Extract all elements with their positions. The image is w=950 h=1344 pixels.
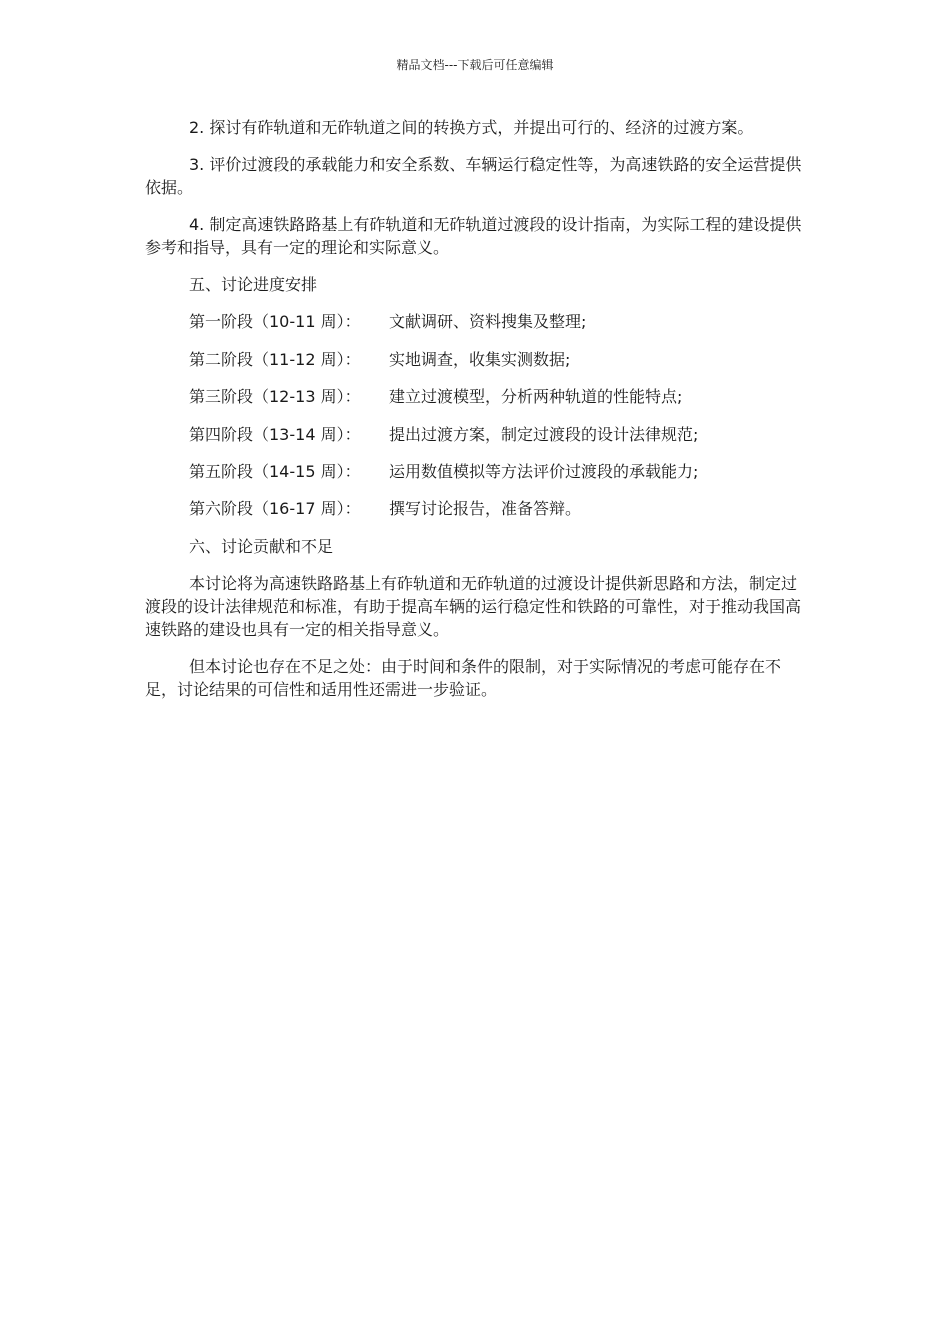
stage-task: 撰写讨论报告，准备答辩。 (389, 499, 582, 519)
stage-phase: 第一阶段（10-11 周）： (189, 312, 361, 332)
stage-phase: 第二阶段（11-12 周）： (189, 349, 361, 369)
stage-task: 提出过渡方案，制定过渡段的设计法律规范; (389, 424, 699, 444)
objective-paragraph-4: 4. 制定高速铁路路基上有砟轨道和无砟轨道过渡段的设计指南，为实际工程的建设提供参考和指导，具有一定的理论和实际意义。 (145, 215, 802, 257)
document-body (145, 116, 810, 715)
stage-task: 建立过渡模型，分析两种轨道的性能特点; (389, 387, 683, 407)
schedule-stage (145, 348, 810, 371)
stage-phase: 第六阶段（16-17 周）： (189, 499, 361, 519)
stage-phase: 第三阶段（12-13 周）： (189, 387, 361, 407)
section-heading-contribution: 六、讨论贡献和不足 (189, 536, 334, 556)
stage-phase: 第四阶段（13-14 周）： (189, 424, 361, 444)
objective-paragraph-3: 3. 评价过渡段的承载能力和安全系数、车辆运行稳定性等，为高速铁路的安全运营提供依据。 (145, 155, 802, 197)
objective-paragraph-2: 2. 探讨有砟轨道和无砟轨道之间的转换方式，并提出可行的、经济的过渡方案。 (189, 118, 754, 137)
section-heading-schedule: 五、讨论进度安排 (189, 275, 318, 294)
contribution-paragraph: 本讨论将为高速铁路路基上有砟轨道和无砟轨道的过渡设计提供新思路和方法，制定过渡段的设计法律规范和标准，有助于提高车辆的运行稳定性和铁路的可靠性，对于推动我国高速铁路的建设也具有一定的相关指导意义。 (145, 574, 802, 640)
stage-task: 文献调研、资料搜集及整理; (389, 312, 587, 332)
stage-task: 运用数值模拟等方法评价过渡段的承载能力; (389, 461, 699, 481)
stage-task: 实地调查，收集实测数据; (389, 349, 571, 369)
stage-phase: 第五阶段（14-15 周）： (189, 461, 361, 481)
page-header: 精品文档---下载后可任意编辑 (396, 58, 554, 72)
schedule-stage (145, 385, 810, 408)
schedule-stage (145, 423, 810, 446)
schedule-stage (145, 460, 810, 483)
schedule-stage (145, 497, 810, 520)
limitation-paragraph: 但本讨论也存在不足之处：由于时间和条件的限制，对于实际情况的考虑可能存在不足，讨论结果的可信性和适用性还需进一步验证。 (145, 657, 782, 700)
schedule-stage (145, 310, 810, 333)
